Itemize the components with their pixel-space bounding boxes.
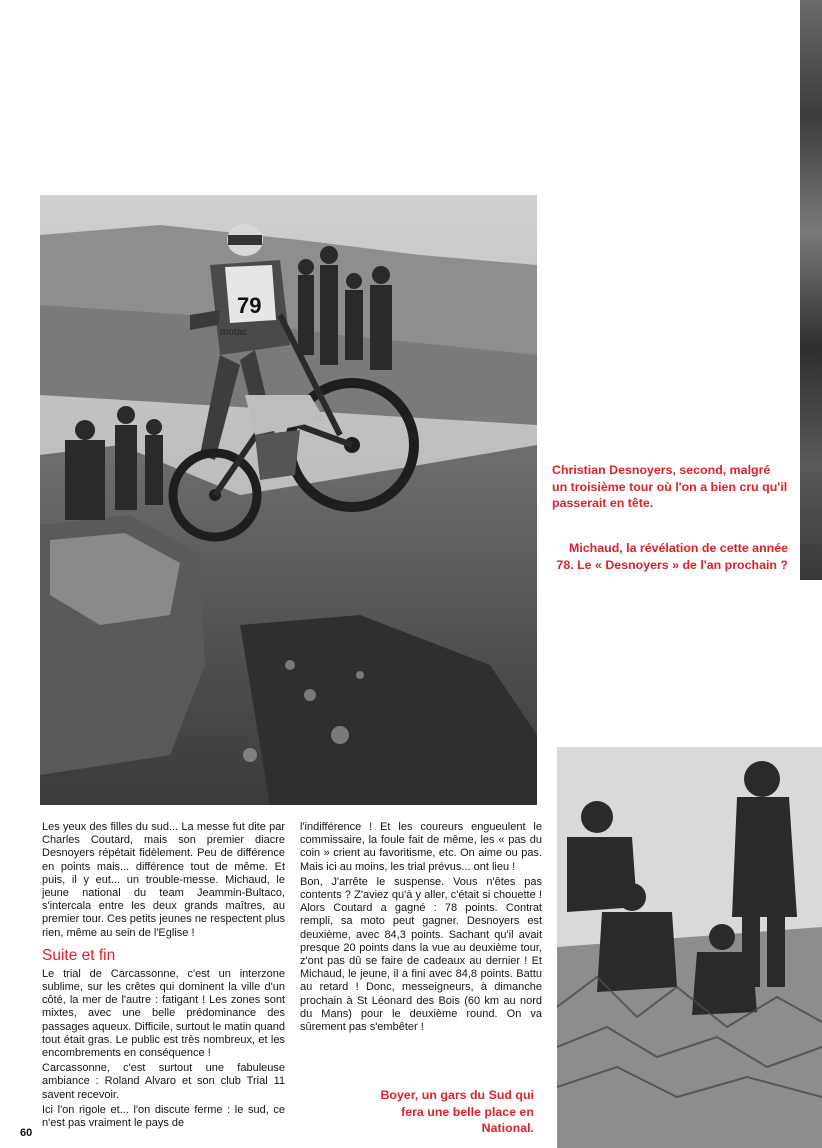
body-paragraph: l'indifférence ! Et les coureurs engueulent le commissaire, la foule fait de même, les « pas du coin » crient au favoritisme, etc. On aime ou pas. Mais ici au moins, les trial prévus... ont lieu ! <box>300 821 542 873</box>
caption-desnoyers: Christian Desnoyers, second, malgré un troisième tour où l'on a bien cru qu'il passerait en tête. <box>552 463 788 510</box>
plate-text: motac <box>220 327 248 338</box>
main-photo-trial-rider <box>40 195 537 805</box>
rider-number: 79 <box>237 293 262 318</box>
main-photo-drawing <box>40 195 537 805</box>
body-paragraph: Bon, J'arrête le suspense. Vous n'êtes pas contents ? Z'aviez qu'à y aller, c'était si chouette ! Alors Coutard a gagné : 78 points. Contrat rempli, sa moto peut gagner. Desnoyers est deuxième, avec 84,3 points. Sachant qu'il avait presque 20 points dans la vue au deuxième tour, z'ont pas dû se faire de cadeaux au dernier ! Et Michaud, le jeune, il a fini avec 84,8 points. Battu au retard ! Donc, messeigneurs, à dimanche prochain à St Léonard des Bois (60 km au nord du Mans) pour le deuxième round. On va sûrement pas s'embêter ! <box>300 875 542 1034</box>
adjacent-page-photo-edge <box>800 0 822 580</box>
caption-boyer: Boyer, un gars du Sud qui fera une belle place en National. <box>380 1088 534 1135</box>
second-photo-spectators <box>557 747 822 1148</box>
section-heading: Suite et fin <box>42 946 116 964</box>
body-paragraph: Ici l'on rigole et... l'on discute ferme : le sud, ce n'est pas vraiment le pays de <box>42 1103 285 1130</box>
article-column-1 <box>42 821 285 1132</box>
intro-paragraph: Les yeux des filles du sud... La messe fut dite par Charles Coutard, mais son premier diacre Desnoyers répétait fidèlement. Peu de différence en points mais... différence tout de même. Et puis, il y eut... un trouble-messe. Michaud, le jeune national du team Jeammin-Bultaco, s'intercala entre les deux grands maîtres, au premier tour. Ces petits jeunes ne respectent plus rien, même au sein de l'Eglise ! <box>42 821 285 939</box>
page-number: 60 <box>20 1127 33 1139</box>
body-paragraph: Carcassonne, c'est surtout une fabuleuse ambiance : Roland Alvaro et son club Trial 11 savent recevoir. <box>42 1062 285 1101</box>
caption-michaud: Michaud, la révélation de cette année 78. Le « Desnoyers » de l'an prochain ? <box>556 541 788 572</box>
body-paragraph: Le trial de Carcassonne, c'est un interzone sublime, sur les crêtes qui dominent la ville d'un côté, la mer de l'autre : fatigant ! Les zones sont mixtes, avec une belle prédominance des passages aqueux. Difficile, surtout le matin quand tout était gras. Le public est très nombreux, et les encombrements en conséquence ! <box>42 967 285 1060</box>
second-photo-drawing <box>557 747 822 1148</box>
article-column-2 <box>300 821 542 1036</box>
